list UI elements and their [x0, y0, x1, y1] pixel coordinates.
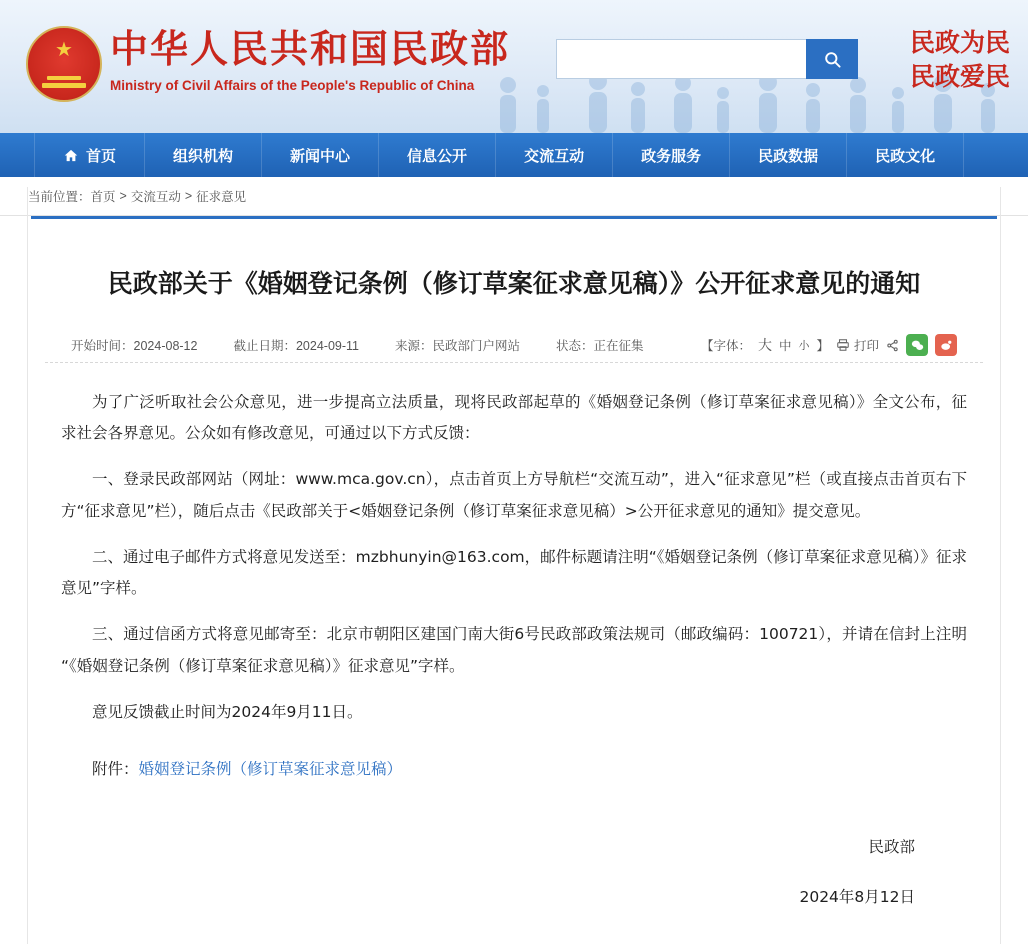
weibo-glyph — [940, 339, 953, 352]
article-paragraph-4: 三、通过信函方式将意见邮寄至：北京市朝阳区建国门南大街6号民政部政策法规司（邮政编码：100721），并请在信封上注明“《婚姻登记条例（修订草案征求意见稿）》征求意见”字样。 — [61, 625, 967, 675]
national-emblem — [26, 26, 102, 102]
nav-item-news-label: 新闻中心 — [290, 147, 351, 165]
meta-status — [556, 336, 644, 354]
nav-item-interaction-label: 交流互动 — [524, 147, 585, 165]
signature-date: 2024年8月12日 — [799, 887, 915, 906]
site-title-en: Ministry of Civil Affairs of the People's Republic of China — [110, 77, 475, 93]
weibo-share-icon[interactable] — [935, 334, 957, 356]
site-title-cn: 中华人民共和国民政部 — [110, 27, 511, 71]
search-button[interactable] — [806, 39, 858, 79]
meta-end-date — [233, 336, 359, 354]
content-area — [0, 215, 1028, 944]
nav-item-news[interactable] — [262, 133, 379, 177]
nav-item-information-disclosure[interactable] — [379, 133, 496, 177]
article-body — [31, 363, 997, 914]
attachment-row — [61, 754, 967, 786]
article-paragraph-2: 一、登录民政部网站（网址：www.mca.gov.cn），点击首页上方导航栏“交流互动”，进入“征求意见”栏（或直接点击首页右下方“征求意见”栏），随后点击《民政部关于<婚姻登记条例（修订草案征求意见稿）>公开征求意见的通知》提交意见。 — [61, 470, 967, 520]
article-container — [31, 216, 997, 914]
nav-item-home-label: 首页 — [86, 147, 117, 165]
nav-item-civil-affairs-data-label: 民政数据 — [758, 147, 819, 165]
printer-icon — [836, 338, 850, 352]
slogan-line-1: 民政为民 — [909, 28, 1010, 57]
meta-start-time-value: 2024-08-12 — [133, 339, 198, 353]
font-size-label-end: 】 — [816, 339, 829, 353]
font-size-medium-button[interactable]: 中 — [778, 339, 792, 353]
main-navigation — [0, 133, 1028, 177]
search-input[interactable] — [556, 39, 806, 79]
search-icon — [823, 50, 842, 69]
slogan-line-2: 民政爱民 — [909, 61, 1010, 91]
status-badge: 正在征集 — [593, 339, 644, 353]
breadcrumb — [0, 177, 1028, 215]
nav-item-civil-affairs-data[interactable] — [730, 133, 847, 177]
breadcrumb-item-interaction[interactable]: 交流互动 — [130, 190, 181, 204]
nav-item-organization[interactable] — [145, 133, 262, 177]
breadcrumb-separator: > — [184, 189, 193, 203]
nav-item-government-services-label: 政务服务 — [641, 147, 702, 165]
font-size-large-button[interactable]: 大 — [757, 337, 772, 353]
article-paragraph-5: 意见反馈截止时间为2024年9月11日。 — [92, 702, 363, 721]
nav-item-civil-affairs-culture[interactable] — [847, 133, 964, 177]
emblem-star: ★ — [55, 38, 73, 61]
nav-item-organization-label: 组织机构 — [173, 147, 234, 165]
breadcrumb-item-current[interactable]: 征求意见 — [196, 190, 247, 204]
site-slogan — [910, 26, 1010, 94]
meta-start-time-label: 开始时间： — [71, 339, 134, 353]
meta-end-date-label: 截止日期： — [233, 339, 296, 353]
font-size-label: 【字体： — [700, 339, 751, 353]
home-icon — [63, 148, 79, 163]
meta-source-label: 来源： — [395, 339, 433, 353]
nav-item-home[interactable] — [34, 133, 145, 177]
print-button[interactable] — [836, 336, 879, 354]
article-paragraph-1: 为了广泛听取社会公众意见，进一步提高立法质量，现将民政部起草的《婚姻登记条例（修订草案征求意见稿）》全文公布，征求社会各界意见。公众如有修改意见，可通过以下方式反馈： — [61, 392, 967, 443]
article-signature — [61, 832, 915, 914]
meta-source-value: 民政部门户网站 — [432, 339, 521, 353]
print-label: 打印 — [853, 339, 879, 353]
search-box[interactable] — [556, 39, 858, 79]
meta-source — [395, 336, 520, 354]
breadcrumb-item-home[interactable]: 首页 — [90, 190, 116, 204]
meta-status-label: 状态： — [556, 339, 594, 353]
attachment-label: 附件： — [92, 760, 139, 779]
meta-start-time — [71, 336, 197, 354]
breadcrumb-prefix: 当前位置： — [28, 190, 91, 204]
nav-item-interaction[interactable] — [496, 133, 613, 177]
signature-org: 民政部 — [868, 838, 915, 857]
site-header — [0, 0, 1028, 133]
nav-item-information-disclosure-label: 信息公开 — [407, 147, 468, 165]
site-title-block — [110, 26, 510, 93]
breadcrumb-separator: > — [119, 189, 127, 203]
meta-end-date-value: 2024-09-11 — [295, 339, 359, 353]
article-paragraph-3: 二、通过电子邮件方式将意见发送至：mzbhunyin@163.com，邮件标题请注明“《婚姻登记条例（修订草案征求意见稿）》征求意见”字样。 — [61, 547, 967, 598]
nav-item-civil-affairs-culture-label: 民政文化 — [875, 147, 936, 165]
page-title: 民政部关于《婚姻登记条例（修订草案征求意见稿）》公开征求意见的通知 — [107, 269, 921, 298]
wechat-glyph — [911, 339, 924, 352]
attachment-link[interactable]: 婚姻登记条例（修订草案征求意见稿） — [138, 760, 403, 779]
article-tools — [701, 334, 957, 356]
font-size-controls — [701, 335, 829, 355]
nav-item-government-services[interactable] — [613, 133, 730, 177]
share-icon[interactable] — [886, 339, 899, 352]
font-size-small-button[interactable]: 小 — [798, 340, 810, 352]
article-meta-bar — [45, 329, 983, 363]
wechat-share-icon[interactable] — [906, 334, 928, 356]
